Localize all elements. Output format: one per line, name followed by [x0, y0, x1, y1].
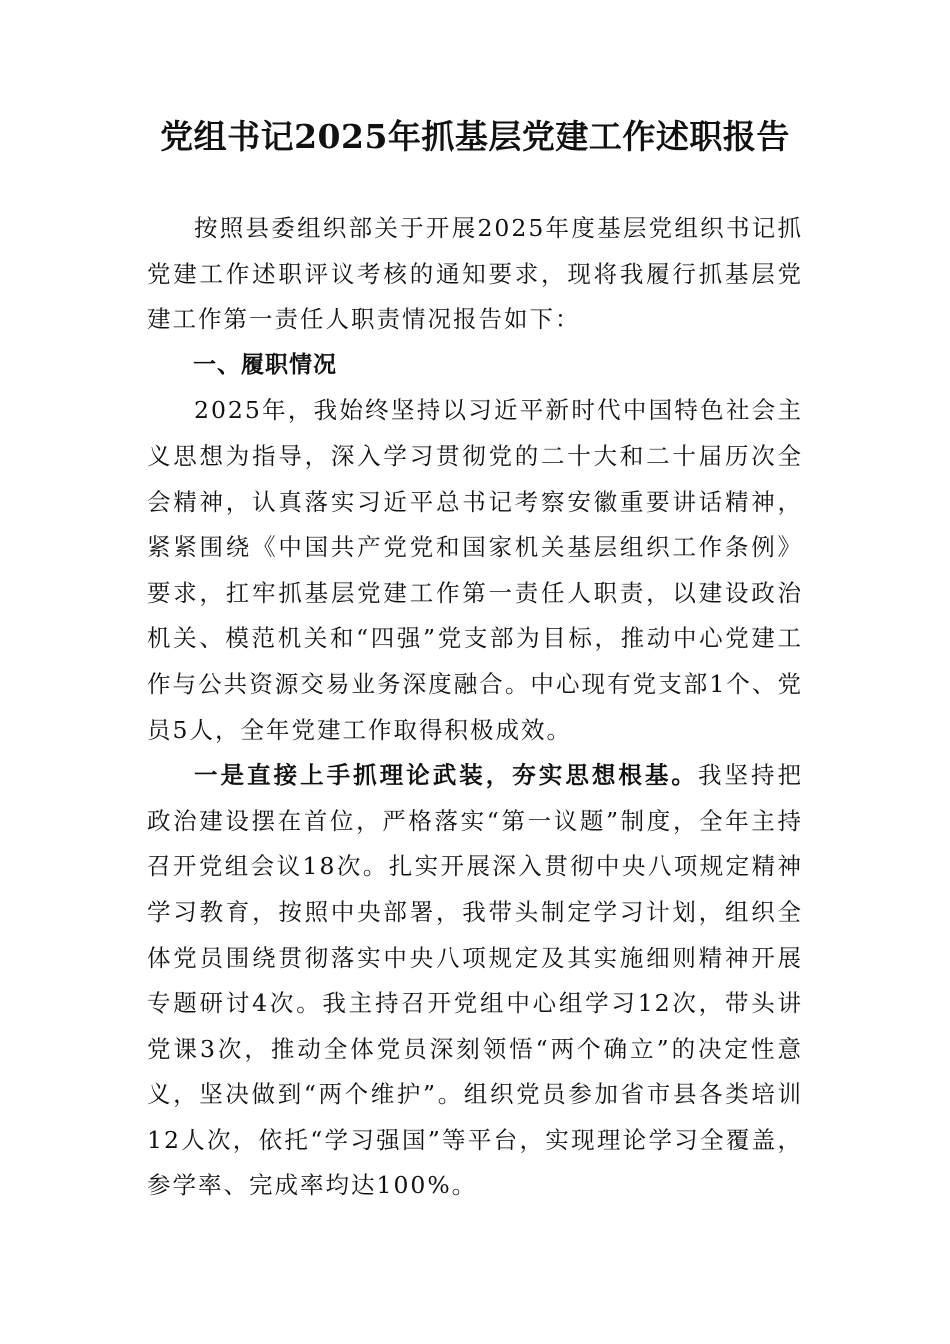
paragraph-body-text: 我坚持把政治建设摆在首位，严格落实“第一议题”制度，全年主持召开党组会议18次。扎实开展深入贯彻中央八项规定精神学习教育，按照中央部署，我带头制定学习计划，组织全体党员围绕贯彻落实中央八项规定及其实施细则精神开展专题研讨4次。我主持召开党组中心组学习12次，带头讲党课3次，推动全体党员深刻领悟“两个确立”的决定性意义，坚决做到“两个维护”。组织党员参加省市县各类培训12人次，依托“学习强国”等平台，实现理论学习全覆盖，参学率、完成率均达100%。	[147, 761, 804, 1200]
document-title: 党组书记2025年抓基层党建工作述职报告	[160, 117, 790, 156]
body-paragraph	[147, 753, 803, 1209]
section-heading: 一、履职情况	[193, 351, 337, 378]
document-body	[147, 206, 803, 1209]
body-paragraph: 2025年，我始终坚持以习近平新时代中国特色社会主义思想为指导，深入学习贯彻党的二十大和二十届历次全会精神，认真落实习近平总书记考察安徽重要讲话精神，紧紧围绕《中国共产党党和国家机关基层组织工作条例》要求，扛牢抓基层党建工作第一责任人职责，以建设政治机关、模范机关和“四强”党支部为目标，推动中心党建工作与公共资源交易业务深度融合。中心现有党支部1个、党员5人，全年党建工作取得积极成效。	[147, 396, 803, 744]
paragraph-lead-text: 一是直接上手抓理论武装，夯实思想根基。	[194, 761, 698, 790]
intro-paragraph: 按照县委组织部关于开展2025年度基层党组织书记抓党建工作述职评议考核的通知要求，现将我履行抓基层党建工作第一责任人职责情况报告如下：	[147, 214, 803, 334]
